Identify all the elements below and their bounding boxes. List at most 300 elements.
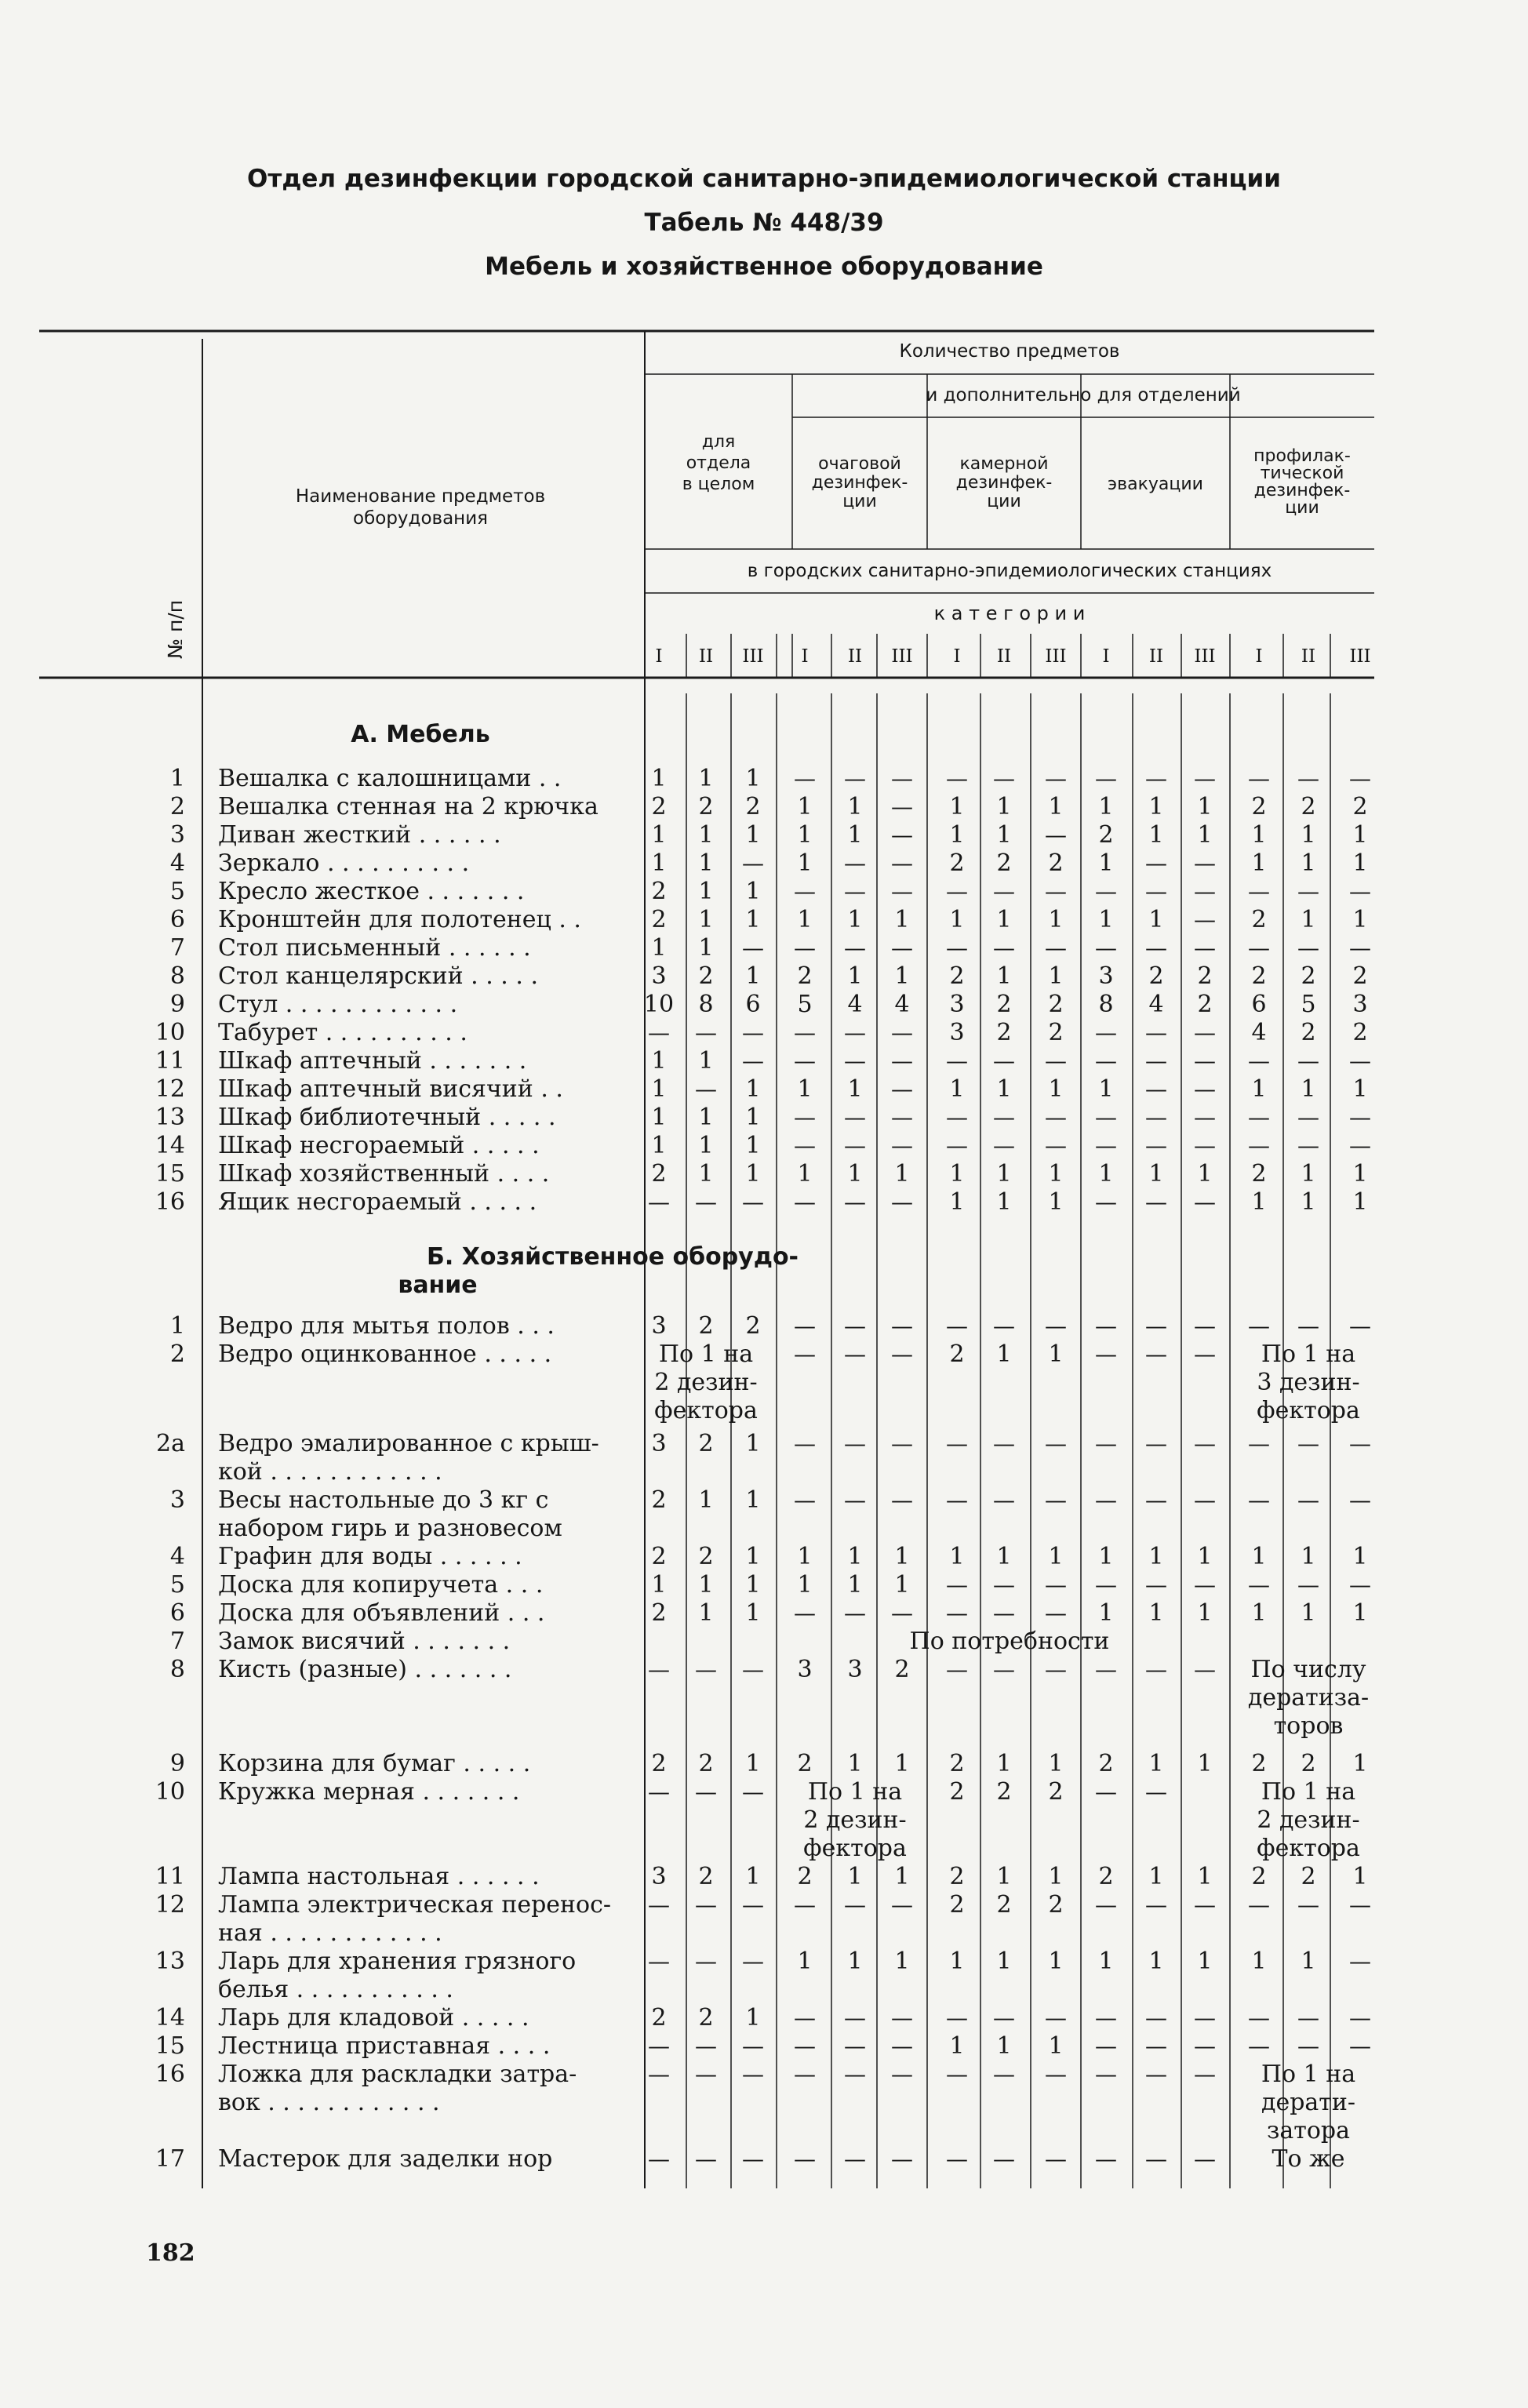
dash-cell: — <box>891 1104 913 1130</box>
category-label: III <box>1349 646 1371 667</box>
dash-cell: — <box>1095 1779 1117 1805</box>
value-cell: 1 <box>651 849 667 877</box>
dash-cell: — <box>648 2033 670 2059</box>
value-cell: 1 <box>1301 821 1316 849</box>
dash-cell: — <box>891 1133 913 1159</box>
category-label: III <box>1045 646 1067 667</box>
merged-note: То же <box>1272 2145 1345 2173</box>
dash-cell: — <box>1145 1104 1167 1130</box>
row-number: 7 <box>169 1628 185 1655</box>
value-cell: 4 <box>1251 1019 1267 1046</box>
row-name: Кисть (разные) . . . . . . . <box>218 1656 512 1683</box>
dash-cell: — <box>1095 1341 1117 1367</box>
value-cell: 1 <box>745 1160 761 1188</box>
value-cell: 2 <box>745 1312 761 1340</box>
dash-cell: — <box>695 1948 717 1974</box>
section-b-heading-line2: вание <box>398 1271 478 1299</box>
value-cell: 1 <box>651 1104 667 1131</box>
value-cell: 2 <box>1048 1778 1064 1806</box>
value-cell: 1 <box>894 1571 910 1599</box>
value-cell: 2 <box>745 793 761 820</box>
value-cell: 1 <box>949 1948 965 1975</box>
value-cell: 1 <box>1352 1863 1368 1890</box>
dash-cell: — <box>1045 2146 1067 2172</box>
dash-cell: — <box>695 2061 717 2087</box>
row-number: 15 <box>155 1160 185 1188</box>
value-cell: 1 <box>797 1075 813 1103</box>
dash-cell: — <box>891 2061 913 2087</box>
row-number: 7 <box>169 934 185 962</box>
dash-cell: — <box>1297 1133 1319 1159</box>
row-name: Шкаф аптечный . . . . . . . <box>218 1047 527 1075</box>
dash-cell: — <box>1194 850 1216 876</box>
value-cell: 2 <box>698 1543 714 1570</box>
dash-cell: — <box>648 1020 670 1046</box>
dash-cell: — <box>891 766 913 791</box>
num-header: № п/п <box>164 599 187 659</box>
dash-cell: — <box>993 1487 1015 1513</box>
dash-cell: — <box>1194 1133 1216 1159</box>
row-name: Шкаф библиотечный . . . . . <box>218 1104 556 1131</box>
dash-cell: — <box>946 1600 968 1626</box>
dash-cell: — <box>1145 1431 1167 1457</box>
value-cell: 1 <box>1098 1075 1114 1103</box>
value-cell: 1 <box>1098 849 1114 877</box>
dash-cell: — <box>1349 1133 1371 1159</box>
merged-note: По 1 на <box>1261 2061 1356 2088</box>
dash-cell: — <box>1194 1189 1216 1215</box>
value-cell: 1 <box>1352 1188 1368 1216</box>
value-cell: 1 <box>1148 821 1164 849</box>
group-header-4: тической <box>1260 464 1344 483</box>
dash-cell: — <box>1145 2005 1167 2031</box>
value-cell: 1 <box>894 1543 910 1570</box>
dash-cell: — <box>1297 935 1319 961</box>
value-cell: 3 <box>797 1656 813 1683</box>
value-cell: 3 <box>651 1863 667 1890</box>
value-cell: 1 <box>996 793 1012 820</box>
stations-header: в городских санитарно-эпидемиологических станциях <box>747 561 1272 581</box>
value-cell: 2 <box>949 1863 965 1890</box>
dash-cell: — <box>794 1020 816 1046</box>
dash-cell: — <box>1045 2061 1067 2087</box>
dash-cell: — <box>993 1313 1015 1339</box>
value-cell: 1 <box>1048 962 1064 990</box>
value-cell: 1 <box>745 1863 761 1890</box>
merged-note: фектора <box>1257 1397 1360 1424</box>
dash-cell: — <box>946 2005 968 2031</box>
dash-cell: — <box>1095 766 1117 791</box>
dash-cell: — <box>1095 1572 1117 1598</box>
value-cell: 1 <box>1148 906 1164 933</box>
dash-cell: — <box>1349 1431 1371 1457</box>
dash-cell: — <box>742 2033 764 2059</box>
value-cell: 10 <box>643 991 675 1018</box>
dash-cell: — <box>1095 878 1117 904</box>
dash-cell: — <box>1145 1048 1167 1074</box>
value-cell: 3 <box>651 962 667 990</box>
value-cell: 1 <box>1048 1948 1064 1975</box>
dash-cell: — <box>648 2061 670 2087</box>
dash-cell: — <box>742 850 764 876</box>
value-cell: 1 <box>847 793 863 820</box>
value-cell: 3 <box>651 1430 667 1457</box>
dash-cell: — <box>1349 766 1371 791</box>
dash-cell: — <box>844 1189 866 1215</box>
dash-cell: — <box>1248 1104 1270 1130</box>
merged-note: фектора <box>803 1835 907 1862</box>
dash-cell: — <box>1145 1657 1167 1682</box>
group-header-2: ции <box>987 492 1021 511</box>
value-cell: 6 <box>1251 991 1267 1018</box>
dash-cell: — <box>794 1600 816 1626</box>
dash-cell: — <box>844 2033 866 2059</box>
value-cell: 2 <box>698 962 714 990</box>
value-cell: 1 <box>996 1543 1012 1570</box>
value-cell: 1 <box>1048 1750 1064 1777</box>
dash-cell: — <box>1194 878 1216 904</box>
value-cell: 1 <box>745 1486 761 1514</box>
value-cell: 1 <box>949 793 965 820</box>
value-cell: 4 <box>894 991 910 1018</box>
value-cell: 2 <box>949 962 965 990</box>
dash-cell: — <box>1145 878 1167 904</box>
merged-note: По 1 на <box>1261 1778 1356 1806</box>
dash-cell: — <box>993 1657 1015 1682</box>
row-name: Кронштейн для полотенец . . <box>218 906 581 933</box>
value-cell: 1 <box>847 1075 863 1103</box>
value-cell: 1 <box>996 1750 1012 1777</box>
dash-cell: — <box>844 1431 866 1457</box>
row-number: 11 <box>155 1863 185 1890</box>
group-header-4: профилак- <box>1253 446 1351 466</box>
value-cell: 2 <box>651 906 667 933</box>
dash-cell: — <box>648 1892 670 1918</box>
value-cell: 2 <box>1301 962 1316 990</box>
row-number: 8 <box>169 962 185 990</box>
merged-note: 2 дезин- <box>803 1806 907 1834</box>
value-cell: 1 <box>1301 1160 1316 1188</box>
row-name: Корзина для бумаг . . . . . <box>218 1750 531 1777</box>
dash-cell: — <box>1095 2005 1117 2031</box>
dash-cell: — <box>1349 1892 1371 1918</box>
dash-cell: — <box>844 1048 866 1074</box>
dash-cell: — <box>1349 878 1371 904</box>
category-label: II <box>847 646 863 667</box>
dash-cell: — <box>1297 1048 1319 1074</box>
dash-cell: — <box>946 1572 968 1598</box>
dash-cell: — <box>946 1048 968 1074</box>
merged-note: По 1 на <box>658 1340 754 1368</box>
value-cell: 1 <box>1098 1543 1114 1570</box>
dash-cell: — <box>742 1948 764 1974</box>
value-cell: 1 <box>949 1543 965 1570</box>
dash-cell: — <box>1297 1104 1319 1130</box>
value-cell: 1 <box>651 934 667 962</box>
dash-cell: — <box>1297 2033 1319 2059</box>
value-cell: 1 <box>996 906 1012 933</box>
value-cell: 2 <box>1251 1160 1267 1188</box>
dash-cell: — <box>891 822 913 848</box>
value-cell: 2 <box>1251 906 1267 933</box>
value-cell: 1 <box>1048 906 1064 933</box>
category-label: III <box>742 646 764 667</box>
value-cell: 1 <box>1197 1599 1213 1627</box>
dash-cell: — <box>1248 1572 1270 1598</box>
dash-cell: — <box>1297 1487 1319 1513</box>
value-cell: 1 <box>745 1750 761 1777</box>
value-cell: 1 <box>745 1132 761 1159</box>
category-label: I <box>953 646 961 667</box>
value-cell: 1 <box>1197 793 1213 820</box>
value-cell: 1 <box>1251 1075 1267 1103</box>
dash-cell: — <box>1248 1431 1270 1457</box>
value-cell: 2 <box>996 1778 1012 1806</box>
value-cell: 1 <box>1148 793 1164 820</box>
group-header-1: ции <box>842 492 877 511</box>
value-cell: 1 <box>847 962 863 990</box>
value-cell: 2 <box>1352 793 1368 820</box>
dash-cell: — <box>1045 1048 1067 1074</box>
value-cell: 1 <box>745 2004 761 2032</box>
value-cell: 4 <box>847 991 863 1018</box>
row-name: Ларь для хранения грязного <box>218 1948 577 1975</box>
title-subject: Мебель и хозяйственное оборудование <box>485 253 1043 281</box>
dash-cell: — <box>1248 1133 1270 1159</box>
row-name: Графин для воды . . . . . . <box>218 1543 522 1570</box>
value-cell: 2 <box>996 1891 1012 1919</box>
dash-cell: — <box>891 1313 913 1339</box>
category-label: I <box>1255 646 1263 667</box>
value-cell: 2 <box>1098 821 1114 849</box>
dash-cell: — <box>844 935 866 961</box>
row-name: вок . . . . . . . . . . . . <box>218 2089 440 2116</box>
value-cell: 1 <box>1251 849 1267 877</box>
dash-cell: — <box>1145 1133 1167 1159</box>
value-cell: 1 <box>1251 1188 1267 1216</box>
value-cell: 1 <box>1197 1750 1213 1777</box>
value-cell: 2 <box>698 2004 714 2032</box>
value-cell: 2 <box>1048 1891 1064 1919</box>
dash-cell: — <box>1297 1431 1319 1457</box>
row-name: Ложка для раскладки затра- <box>218 2061 577 2088</box>
dash-cell: — <box>891 794 913 820</box>
value-cell: 8 <box>1098 991 1114 1018</box>
additional-header: и дополнительно для отделений <box>926 385 1241 406</box>
row-name: белья . . . . . . . . . . . <box>218 1976 453 2003</box>
dash-cell: — <box>794 1189 816 1215</box>
value-cell: 1 <box>1048 1863 1064 1890</box>
dash-cell: — <box>1194 1048 1216 1074</box>
dash-cell: — <box>891 1892 913 1918</box>
row-name: Лампа электрическая перенос- <box>218 1891 612 1919</box>
dash-cell: — <box>844 850 866 876</box>
value-cell: 1 <box>698 906 714 933</box>
row-name: ная . . . . . . . . . . . . <box>218 1919 442 1947</box>
value-cell: 1 <box>1197 821 1213 849</box>
dash-cell: — <box>946 878 968 904</box>
value-cell: 5 <box>797 991 813 1018</box>
dash-cell: — <box>993 2061 1015 2087</box>
value-cell: 1 <box>698 1047 714 1075</box>
dash-cell: — <box>1194 935 1216 961</box>
dash-cell: — <box>844 1020 866 1046</box>
dash-cell: — <box>794 1133 816 1159</box>
dash-cell: — <box>993 935 1015 961</box>
dash-cell: — <box>695 1657 717 1682</box>
dash-cell: — <box>993 1600 1015 1626</box>
dash-cell: — <box>891 878 913 904</box>
value-cell: 1 <box>894 1750 910 1777</box>
value-cell: 2 <box>698 1750 714 1777</box>
value-cell: 1 <box>949 2032 965 2060</box>
row-name: Зеркало . . . . . . . . . . <box>218 849 470 877</box>
value-cell: 1 <box>698 1104 714 1131</box>
dash-cell: — <box>1349 1104 1371 1130</box>
dash-cell: — <box>844 1133 866 1159</box>
row-name: Стол канцелярский . . . . . <box>218 962 538 990</box>
dash-cell: — <box>1194 907 1216 933</box>
dash-cell: — <box>1045 1600 1067 1626</box>
row-name: Замок висячий . . . . . . . <box>218 1628 511 1655</box>
dash-cell: — <box>1194 2061 1216 2087</box>
value-cell: 1 <box>745 962 761 990</box>
dash-cell: — <box>1145 1020 1167 1046</box>
value-cell: 1 <box>996 1075 1012 1103</box>
dash-cell: — <box>1095 1892 1117 1918</box>
value-cell: 2 <box>949 1340 965 1368</box>
value-cell: 1 <box>1048 1188 1064 1216</box>
value-cell: 1 <box>949 821 965 849</box>
dash-cell: — <box>946 1487 968 1513</box>
value-cell: 1 <box>1098 1599 1114 1627</box>
row-number: 9 <box>169 991 185 1018</box>
value-cell: 1 <box>847 1543 863 1570</box>
dash-cell: — <box>993 878 1015 904</box>
dash-cell: — <box>1095 1189 1117 1215</box>
value-cell: 1 <box>745 1430 761 1457</box>
value-cell: 2 <box>894 1656 910 1683</box>
dash-cell: — <box>1349 1572 1371 1598</box>
dash-cell: — <box>1045 1313 1067 1339</box>
dash-cell: — <box>1045 1657 1067 1682</box>
dash-cell: — <box>1194 2146 1216 2172</box>
dash-cell: — <box>1095 1431 1117 1457</box>
value-cell: 1 <box>894 1160 910 1188</box>
dash-cell: — <box>1145 2146 1167 2172</box>
dash-cell: — <box>794 2033 816 2059</box>
value-cell: 1 <box>847 821 863 849</box>
dash-cell: — <box>1248 2005 1270 2031</box>
dash-cell: — <box>742 935 764 961</box>
qty-header: Количество предметов <box>899 341 1120 362</box>
value-cell: 1 <box>651 821 667 849</box>
dash-cell: — <box>695 1189 717 1215</box>
row-number: 4 <box>169 1543 185 1570</box>
value-cell: 1 <box>797 1948 813 1975</box>
merged-note: дерати- <box>1261 2089 1356 2116</box>
dash-cell: — <box>742 2061 764 2087</box>
dash-cell: — <box>1194 2005 1216 2031</box>
group-header-0: отдела <box>686 453 751 473</box>
title-department: Отдел дезинфекции городской санитарно-эпидемиологической станции <box>247 165 1281 193</box>
value-cell: 1 <box>745 1571 761 1599</box>
row-name: Ведро оцинкованное . . . . . <box>218 1340 552 1368</box>
value-cell: 1 <box>797 793 813 820</box>
row-number: 12 <box>155 1075 185 1103</box>
dash-cell: — <box>794 1892 816 1918</box>
value-cell: 1 <box>996 1948 1012 1975</box>
dash-cell: — <box>1194 1657 1216 1682</box>
value-cell: 2 <box>1301 1019 1316 1046</box>
value-cell: 2 <box>949 1750 965 1777</box>
dash-cell: — <box>844 1313 866 1339</box>
row-name: Вешалка с калошницами . . <box>218 765 562 792</box>
dash-cell: — <box>891 1431 913 1457</box>
row-number: 6 <box>169 906 185 933</box>
dash-cell: — <box>891 850 913 876</box>
value-cell: 1 <box>1098 906 1114 933</box>
row-name: Шкаф аптечный висячий . . <box>218 1075 563 1103</box>
value-cell: 4 <box>1148 991 1164 1018</box>
row-number: 8 <box>169 1656 185 1683</box>
dash-cell: — <box>742 1657 764 1682</box>
value-cell: 1 <box>949 1160 965 1188</box>
row-name: Табурет . . . . . . . . . . <box>218 1019 467 1046</box>
dash-cell: — <box>946 2146 968 2172</box>
dash-cell: — <box>1145 766 1167 791</box>
dash-cell: — <box>1349 935 1371 961</box>
dash-cell: — <box>844 1341 866 1367</box>
dash-cell: — <box>742 1892 764 1918</box>
row-name: Доска для копиручета . . . <box>218 1571 544 1599</box>
dash-cell: — <box>1349 1948 1371 1974</box>
group-header-0: для <box>701 432 736 452</box>
dash-cell: — <box>1194 1431 1216 1457</box>
group-header-1: дезинфек- <box>811 473 908 493</box>
dash-cell: — <box>993 766 1015 791</box>
dash-cell: — <box>1145 1341 1167 1367</box>
dash-cell: — <box>794 2061 816 2087</box>
dash-cell: — <box>1297 2005 1319 2031</box>
dash-cell: — <box>1349 2005 1371 2031</box>
value-cell: 2 <box>797 1750 813 1777</box>
dash-cell: — <box>695 1020 717 1046</box>
dash-cell: — <box>891 1020 913 1046</box>
category-label: II <box>1301 646 1316 667</box>
value-cell: 2 <box>1048 849 1064 877</box>
value-cell: 1 <box>996 1188 1012 1216</box>
value-cell: 1 <box>698 1132 714 1159</box>
row-number: 4 <box>169 849 185 877</box>
section-a-heading: А. Мебель <box>351 721 490 748</box>
value-cell: 2 <box>996 991 1012 1018</box>
value-cell: 2 <box>698 793 714 820</box>
value-cell: 1 <box>894 1863 910 1890</box>
value-cell: 1 <box>1352 1160 1368 1188</box>
row-number: 16 <box>155 1188 185 1216</box>
value-cell: 1 <box>1098 793 1114 820</box>
dash-cell: — <box>1297 1572 1319 1598</box>
dash-cell: — <box>742 1779 764 1805</box>
dash-cell: — <box>993 1104 1015 1130</box>
value-cell: 1 <box>1352 1075 1368 1103</box>
value-cell: 1 <box>996 821 1012 849</box>
value-cell: 1 <box>1098 1160 1114 1188</box>
row-name: Шкаф несгораемый . . . . . <box>218 1132 540 1159</box>
value-cell: 2 <box>1251 962 1267 990</box>
value-cell: 3 <box>949 991 965 1018</box>
